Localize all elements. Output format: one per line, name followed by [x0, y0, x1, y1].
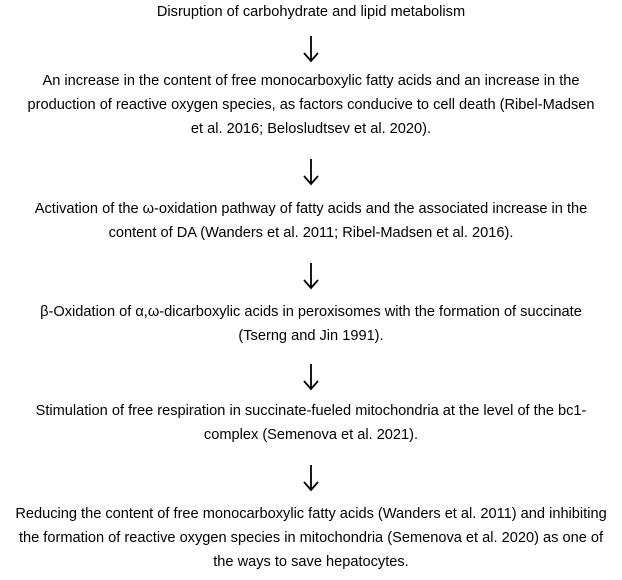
step-2-line-3: et al. 2016; Belosludtsev et al. 2020). [190, 121, 432, 137]
step-2-line-1: An increase in the content of free monocarboxylic fatty acids and an increase in the [42, 73, 580, 89]
step-4 [0, 300, 622, 348]
step-5-line-2: complex (Semenova et al. 2021). [203, 427, 419, 443]
step-6 [0, 502, 622, 574]
step-3-line-2: content of DA (Wanders et al. 2011; Ribel-Madsen et al. 2016). [108, 225, 514, 241]
step-2 [0, 69, 622, 141]
step-5-line-1: Stimulation of free respiration in succinate-fueled mitochondria at the level of the bc1- [35, 403, 587, 419]
step-6-line-1: Reducing the content of free monocarboxylic fatty acids (Wanders et al. 2011) and inhibiting [15, 506, 607, 522]
step-6-line-2: the formation of reactive oxygen species in mitochondria (Semenova et al. 2020) as one of [18, 530, 604, 546]
step-1 [0, 0, 622, 24]
step-4-line-1: β-Oxidation of α,ω-dicarboxylic acids in peroxisomes with the formation of succinate [40, 304, 582, 320]
step-5 [0, 399, 622, 447]
step-1-line-1: Disruption of carbohydrate and lipid metabolism [156, 4, 466, 20]
step-6-line-3: the ways to save hepatocytes. [213, 554, 409, 570]
step-4-line-2: (Tserng and Jin 1991). [238, 328, 384, 344]
step-3-line-1: Activation of the ω-oxidation pathway of fatty acids and the associated increase in the [34, 201, 588, 217]
down-arrow-icon [300, 34, 322, 64]
down-arrow-icon [300, 362, 322, 392]
step-2-line-2: production of reactive oxygen species, as factors conducive to cell death (Ribel-Madsen [27, 97, 595, 113]
down-arrow-icon [300, 157, 322, 187]
down-arrow-icon [300, 261, 322, 291]
down-arrow-icon [300, 463, 322, 493]
step-3 [0, 197, 622, 245]
